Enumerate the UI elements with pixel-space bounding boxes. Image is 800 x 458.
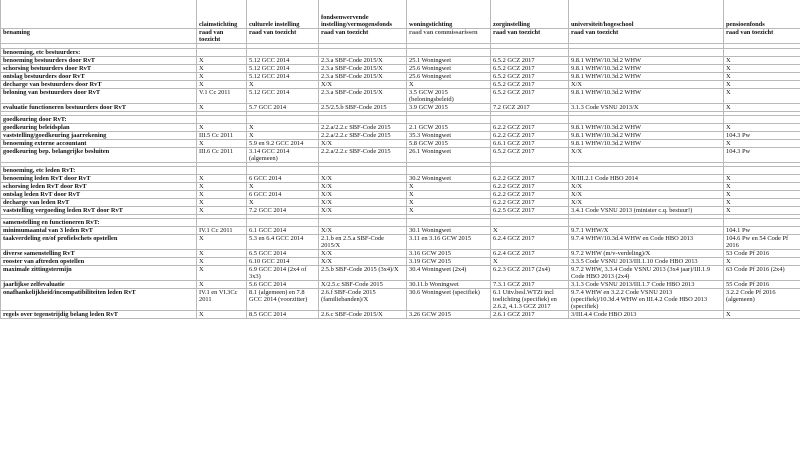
row-label-cell: maximale zittingstermijn xyxy=(1,266,197,281)
table-cell: 3.14 GCC 2014 (algemeen) xyxy=(247,148,319,163)
table-cell: X xyxy=(724,183,800,191)
table-cell: X xyxy=(197,104,247,112)
table-cell: 30.2 Woningwet xyxy=(407,175,491,183)
table-cell: X xyxy=(197,57,247,65)
table-cell: 2.3.a SBF-Code 2015/X xyxy=(319,73,407,81)
table-cell: 3.1.3 Code VSNU 2013/X xyxy=(569,104,724,112)
table-cell: 30.6 Woningwet (specifiek) xyxy=(407,289,491,311)
table-cell: 25.1 Woningwet xyxy=(407,57,491,65)
table-cell: X xyxy=(724,199,800,207)
table-cell: 3.11 en 3.16 GCW 2015 xyxy=(407,235,491,250)
table-cell: 6.5.2 GCZ 2017 xyxy=(491,57,569,65)
table-cell: X xyxy=(247,81,319,89)
table-row xyxy=(1,124,800,132)
row-label-cell: jaarlijkse zelfevaluatie xyxy=(1,281,197,289)
table-cell: X/X xyxy=(569,199,724,207)
table-cell: 7.2 GCC 2014 xyxy=(247,207,319,215)
row-label-cell: benoeming bestuurders door RvT xyxy=(1,57,197,65)
table-cell xyxy=(247,219,319,227)
table-cell: X/X xyxy=(569,148,724,163)
table-cell: X xyxy=(724,191,800,199)
table-cell: X xyxy=(407,207,491,215)
table-cell xyxy=(569,167,724,175)
table-cell: 6.5.2 GCZ 2017 xyxy=(491,148,569,163)
row-label-cell: goedkeuring door RvT: xyxy=(1,116,197,124)
table-body xyxy=(1,29,800,319)
table-cell: 6.5.2 GCZ 2017 xyxy=(491,89,569,104)
table-cell: X xyxy=(407,183,491,191)
table-cell: 6 GCC 2014 xyxy=(247,175,319,183)
table-cell: 3.2.2 Code Pf 2016 (algemeen) xyxy=(724,289,800,311)
table-cell: X/X xyxy=(319,81,407,89)
table-cell: 9.7.2 WHW (m/v-verdeling)/X xyxy=(569,250,724,258)
table-row xyxy=(1,183,800,191)
table-cell: 6.2.2 GCZ 2017 xyxy=(491,191,569,199)
table-cell xyxy=(407,49,491,57)
table-cell xyxy=(491,49,569,57)
row-label-cell: diverse samenstelling RvT xyxy=(1,250,197,258)
table-cell: 2.6.c SBF-Code 2015/X xyxy=(319,311,407,319)
row-label-cell: goedkeuring bep. belangrijke besluiten xyxy=(1,148,197,163)
row-label-cell: minimumaantal van 3 leden RvT xyxy=(1,227,197,235)
table-cell: 6.2.2 GCZ 2017 xyxy=(491,132,569,140)
table-cell: 104.6 Pw en 54 Code Pf 2016 xyxy=(724,235,800,250)
table-row xyxy=(1,89,800,104)
table-cell: X/2.5.c SBF-Code 2015 xyxy=(319,281,407,289)
table-cell: raad van toezicht xyxy=(197,29,247,44)
table-cell: X xyxy=(724,124,800,132)
table-cell: X xyxy=(724,81,800,89)
table-row xyxy=(1,148,800,163)
section-header-row xyxy=(1,116,800,124)
table-cell: 3.3.5 Code VSNU 2013/III.1.10 Code HBO 2013 xyxy=(569,258,724,266)
table-cell: 2.5.b SBF-Code 2015 (3x4)/X xyxy=(319,266,407,281)
table-cell: X/X xyxy=(319,227,407,235)
table-cell: 3.16 GCW 2015 xyxy=(407,250,491,258)
row-label-cell: vaststelling/goedkeuring jaarrekening xyxy=(1,132,197,140)
table-cell: X xyxy=(407,199,491,207)
table-cell: 6.2.2 GCZ 2017 xyxy=(491,183,569,191)
table-cell: X xyxy=(197,65,247,73)
table-row xyxy=(1,140,800,148)
table-cell: 104.3 Pw xyxy=(724,148,800,163)
table-cell: 2.2.a/2.2.c SBF-Code 2015 xyxy=(319,124,407,132)
column-header: zorginstelling xyxy=(491,0,569,29)
table-row xyxy=(1,250,800,258)
table-cell: 3.26 GCW 2015 xyxy=(407,311,491,319)
section-header-row xyxy=(1,167,800,175)
table-cell: raad van commissarissen xyxy=(407,29,491,44)
row-label-cell: benoeming, etc bestuurders: xyxy=(1,49,197,57)
table-row xyxy=(1,289,800,311)
row-label-cell: beloning van bestuurders door RvT xyxy=(1,89,197,104)
row-label-cell: rooster van aftreden opstellen xyxy=(1,258,197,266)
table-cell: 2.2.a/2.2.c SBF-Code 2015 xyxy=(319,132,407,140)
table-cell: X/X xyxy=(319,250,407,258)
table-cell: 6.5.2 GCZ 2017 xyxy=(491,65,569,73)
table-cell: 5.6 GCC 2014 xyxy=(247,281,319,289)
table-cell: X xyxy=(247,124,319,132)
table-cell: 9.8.1 WHW/10.3d.2 WHW xyxy=(569,73,724,81)
table-cell: X xyxy=(724,104,800,112)
row-label-cell: schorsing bestuurders door RvT xyxy=(1,65,197,73)
section-header-row xyxy=(1,49,800,57)
table-cell xyxy=(407,116,491,124)
table-cell: IV.1 Cc 2011 xyxy=(197,227,247,235)
row-label-cell: schorsing leden RvT door RvT xyxy=(1,183,197,191)
table-cell: 6.2.2 GCZ 2017 xyxy=(491,199,569,207)
table-cell: 55 Code Pf 2016 xyxy=(724,281,800,289)
table-cell: 53 Code Pf 2016 xyxy=(724,250,800,258)
table-cell: 6.1 Uitv.besl.WTZi incl toelichting (specifiek) en 2.6.2, 4.1.3 GCZ 2017 xyxy=(491,289,569,311)
table-row xyxy=(1,199,800,207)
table-cell: 104.1 Pw xyxy=(724,227,800,235)
table-cell: X xyxy=(197,183,247,191)
table-cell: X xyxy=(724,258,800,266)
table-cell: X xyxy=(197,175,247,183)
section-header-row xyxy=(1,219,800,227)
table-row xyxy=(1,132,800,140)
table-cell xyxy=(319,219,407,227)
table-cell: X/X xyxy=(569,81,724,89)
table-cell: 7.3.1 GCZ 2017 xyxy=(491,281,569,289)
table-cell: 6.2.4 GCZ 2017 xyxy=(491,250,569,258)
table-cell: III.5 Cc 2011 xyxy=(197,132,247,140)
table-cell: X xyxy=(724,311,800,319)
table-cell: III.6 Cc 2011 xyxy=(197,148,247,163)
table-cell: 6.5.2 GCZ 2017 xyxy=(491,81,569,89)
table-cell xyxy=(724,167,800,175)
table-cell: V.1 Cc 2011 xyxy=(197,89,247,104)
table-cell: X/X xyxy=(569,183,724,191)
table-cell: 26.1 Woningwet xyxy=(407,148,491,163)
table-cell xyxy=(569,49,724,57)
table-cell: X xyxy=(197,235,247,250)
table-cell xyxy=(407,219,491,227)
table-cell: 3.9 GCW 2015 xyxy=(407,104,491,112)
table-row xyxy=(1,73,800,81)
table-cell: 8.1 (algemeen) en 7.8 GCC 2014 (voorzitter) xyxy=(247,289,319,311)
table-cell: X xyxy=(197,73,247,81)
table-cell: 5.9 en 9.2 GCC 2014 xyxy=(247,140,319,148)
table-cell xyxy=(407,167,491,175)
table-cell: raad van toezicht xyxy=(319,29,407,44)
table-cell xyxy=(197,219,247,227)
table-row xyxy=(1,227,800,235)
table-cell: X xyxy=(724,89,800,104)
table-cell: 7.2 GCZ 2017 xyxy=(491,104,569,112)
table-cell: 3.1.3 Code VSNU 2013/III.1.7 Code HBO 2013 xyxy=(569,281,724,289)
table-cell: IV.1 en VI.3Cc 2011 xyxy=(197,289,247,311)
table-cell: 8.5 GCC 2014 xyxy=(247,311,319,319)
table-cell xyxy=(491,219,569,227)
table-cell: X xyxy=(724,175,800,183)
table-cell: X/X xyxy=(569,191,724,199)
table-cell: raad van toezicht xyxy=(247,29,319,44)
row-label-cell: decharge van leden RvT xyxy=(1,199,197,207)
table-cell: 2.3.a SBF-Code 2015/X xyxy=(319,89,407,104)
table-cell: X xyxy=(197,199,247,207)
table-cell: X/X xyxy=(319,140,407,148)
table-cell: 25.6 Woningwet xyxy=(407,73,491,81)
column-header: pensioenfonds xyxy=(724,0,800,29)
row-label-cell: evaluatie functioneren bestuurders door RvT xyxy=(1,104,197,112)
table-cell xyxy=(319,116,407,124)
table-cell: 9.7.4 WHW/10.3d.4 WHW en Code HBO 2013 xyxy=(569,235,724,250)
table-cell: 5.3 en 6.4 GCC 2014 xyxy=(247,235,319,250)
row-label-cell: taakverdeling en/of profielschets opstellen xyxy=(1,235,197,250)
table-cell: 25.6 Woningwet xyxy=(407,65,491,73)
table-cell: X xyxy=(724,57,800,65)
table-cell: 5.8 GCW 2015 xyxy=(407,140,491,148)
table-cell xyxy=(724,49,800,57)
table-cell: X xyxy=(724,73,800,81)
table-cell: 5.12 GCC 2014 xyxy=(247,73,319,81)
table-cell: 9.8.1 WHW/10.3d.2 WHW xyxy=(569,140,724,148)
table-cell: 6.10 GCC 2014 xyxy=(247,258,319,266)
table-row xyxy=(1,207,800,215)
table-cell xyxy=(724,219,800,227)
table-cell: X xyxy=(197,207,247,215)
column-header: universiteit/hogeschool xyxy=(569,0,724,29)
table-cell: 3.5 GCW 2015 (beloningsbeleid) xyxy=(407,89,491,104)
table-cell: X xyxy=(197,266,247,281)
table-cell xyxy=(247,49,319,57)
table-cell: X xyxy=(724,140,800,148)
table-cell: 30.1 Woningwet xyxy=(407,227,491,235)
table-cell: 30.4 Woningwet (2x4) xyxy=(407,266,491,281)
table-cell: 2.5/2.5.b SBF-Code 2015 xyxy=(319,104,407,112)
table-row xyxy=(1,311,800,319)
table-cell: X xyxy=(407,81,491,89)
table-cell: 6.2.2 GCZ 2017 xyxy=(491,124,569,132)
table-cell: 6.2.4 GCZ 2017 xyxy=(491,235,569,250)
table-cell: 63 Code Pf 2016 (2x4) xyxy=(724,266,800,281)
table-row xyxy=(1,175,800,183)
table-cell: 9.7.1 WHW/X xyxy=(569,227,724,235)
table-cell: 9.8.1 WHW/10.3d.2 WHW xyxy=(569,132,724,140)
table-cell xyxy=(569,219,724,227)
table-cell: 2.3.a SBF-Code 2015/X xyxy=(319,65,407,73)
table-cell xyxy=(247,116,319,124)
row-label-cell: benoeming externe accountant xyxy=(1,140,197,148)
table-cell xyxy=(197,167,247,175)
table-cell: 2.1.b en 2.5.a SBF-Code 2015/X xyxy=(319,235,407,250)
table-cell: X xyxy=(407,191,491,199)
table-cell: 9.8.1 WHW/10.3d.2 WHW xyxy=(569,89,724,104)
column-header: claimstichting xyxy=(197,0,247,29)
table-cell: raad van toezicht xyxy=(724,29,800,44)
row-label-cell: regels over tegenstrijdig belang leden RvT xyxy=(1,311,197,319)
table-cell: 6 GCC 2014 xyxy=(247,191,319,199)
table-cell: 6.9 GCC 2014 (2x4 of 3x3) xyxy=(247,266,319,281)
table-cell: 5.7 GCC 2014 xyxy=(247,104,319,112)
table-cell xyxy=(319,167,407,175)
table-cell: 5.12 GCC 2014 xyxy=(247,65,319,73)
table-cell: 2.6.f SBF-Code 2015 (familiebanden)/X xyxy=(319,289,407,311)
table-cell: 9.7.2 WHW, 3.3.4 Code VSNU 2013 (3x4 jaar)/III.1.9 Code HBO 2013 (2x4) xyxy=(569,266,724,281)
table-cell: 30.11.b Woningwet xyxy=(407,281,491,289)
benaming-row xyxy=(1,29,800,44)
table-cell: raad van toezicht xyxy=(569,29,724,44)
table-cell xyxy=(491,167,569,175)
table-cell: 9.8.1 WHW/10.3d.2 WHW xyxy=(569,57,724,65)
table-row xyxy=(1,104,800,112)
column-header: woningstichting xyxy=(407,0,491,29)
table-cell: 2.6.1 GCZ 2017 xyxy=(491,311,569,319)
table-cell: 2.3.a SBF-Code 2015/X xyxy=(319,57,407,65)
table-cell: 3/III.4.4 Code HBO 2013 xyxy=(569,311,724,319)
table-cell xyxy=(197,49,247,57)
row-label-cell: ontslag leden RvT door RvT xyxy=(1,191,197,199)
column-header xyxy=(1,0,197,29)
table-cell: X/III.2.1 Code HBO 2014 xyxy=(569,175,724,183)
table-cell: X xyxy=(247,132,319,140)
row-label-cell: benaming xyxy=(1,29,197,44)
table-cell xyxy=(247,167,319,175)
table-cell: raad van toezicht xyxy=(491,29,569,44)
table-cell: 35.3 Woningwet xyxy=(407,132,491,140)
table-cell xyxy=(569,116,724,124)
table-cell: 6.2.5 GCZ 2017 xyxy=(491,207,569,215)
table-cell: X xyxy=(197,258,247,266)
row-label-cell: decharge van bestuurders door RvT xyxy=(1,81,197,89)
table-cell: X xyxy=(197,124,247,132)
table-cell xyxy=(491,116,569,124)
table-cell: X xyxy=(247,199,319,207)
table-cell: 3.19 GCW 2015 xyxy=(407,258,491,266)
table-row xyxy=(1,281,800,289)
table-cell: X xyxy=(724,65,800,73)
table-cell: X/X xyxy=(319,191,407,199)
row-label-cell: samenstelling en functioneren RvT: xyxy=(1,219,197,227)
table-cell: X/X xyxy=(319,207,407,215)
table-cell: X xyxy=(197,250,247,258)
table-cell: 6.5 GCC 2014 xyxy=(247,250,319,258)
row-label-cell: benoeming, etc leden RvT: xyxy=(1,167,197,175)
table-cell xyxy=(197,116,247,124)
table-row xyxy=(1,57,800,65)
table-cell: 6.6.1 GCZ 2017 xyxy=(491,140,569,148)
table-cell: 5.12 GCC 2014 xyxy=(247,89,319,104)
row-label-cell: onafhankelijkheid/incompatibiliteiten leden RvT xyxy=(1,289,197,311)
table-cell: 2.2.a/2.2.c SBF-Code 2015 xyxy=(319,148,407,163)
row-label-cell: benoeming leden RvT door RvT xyxy=(1,175,197,183)
table-cell: 5.12 GCC 2014 xyxy=(247,57,319,65)
table-cell xyxy=(319,49,407,57)
table-cell: X/X xyxy=(319,258,407,266)
table-cell: 2.1 GCW 2015 xyxy=(407,124,491,132)
table-cell: 9.8.1 WHW/10.3d.2 WHW xyxy=(569,124,724,132)
table-cell: X/X xyxy=(319,199,407,207)
table-cell: 6.2.2 GCZ 2017 xyxy=(491,175,569,183)
table-cell: X xyxy=(491,258,569,266)
table-cell: X xyxy=(724,207,800,215)
table-cell: X xyxy=(491,227,569,235)
table-cell: 6.2.3 GCZ 2017 (2x4) xyxy=(491,266,569,281)
table-cell: X xyxy=(197,191,247,199)
table-cell: X xyxy=(197,281,247,289)
table-row xyxy=(1,266,800,281)
table-row xyxy=(1,235,800,250)
table-cell: X xyxy=(247,183,319,191)
table-cell: X/X xyxy=(319,183,407,191)
column-header: culturele instelling xyxy=(247,0,319,29)
table-row xyxy=(1,65,800,73)
table-cell: 3.4.1 Code VSNU 2013 (minister c.q. bestuur!) xyxy=(569,207,724,215)
table-row xyxy=(1,258,800,266)
table-cell: X xyxy=(197,311,247,319)
table-cell: X xyxy=(197,81,247,89)
table-cell: 6.1 GCC 2014 xyxy=(247,227,319,235)
table-cell: X xyxy=(197,140,247,148)
table-header-row xyxy=(1,0,800,29)
table-cell: 9.7.4 WHW en 3.2.2 Code VSNU 2013 (specifiek)/10.3d.4 WHW en III.4.2 Code HBO 2013 (specifiek) xyxy=(569,289,724,311)
table-cell xyxy=(724,116,800,124)
column-header: fondsenwervende instelling/vermogensfonds xyxy=(319,0,407,29)
row-label-cell: ontslag bestuurders door RvT xyxy=(1,73,197,81)
table-cell: X/X xyxy=(319,175,407,183)
row-label-cell: goedkeuring beleidsplan xyxy=(1,124,197,132)
row-label-cell: vaststelling vergoeding leden RvT door RvT xyxy=(1,207,197,215)
table-cell: 104.3 Pw xyxy=(724,132,800,140)
table-row xyxy=(1,81,800,89)
table-cell: 9.8.1 WHW/10.3d.2 WHW xyxy=(569,65,724,73)
table-row xyxy=(1,191,800,199)
table-cell: 6.5.2 GCZ 2017 xyxy=(491,73,569,81)
